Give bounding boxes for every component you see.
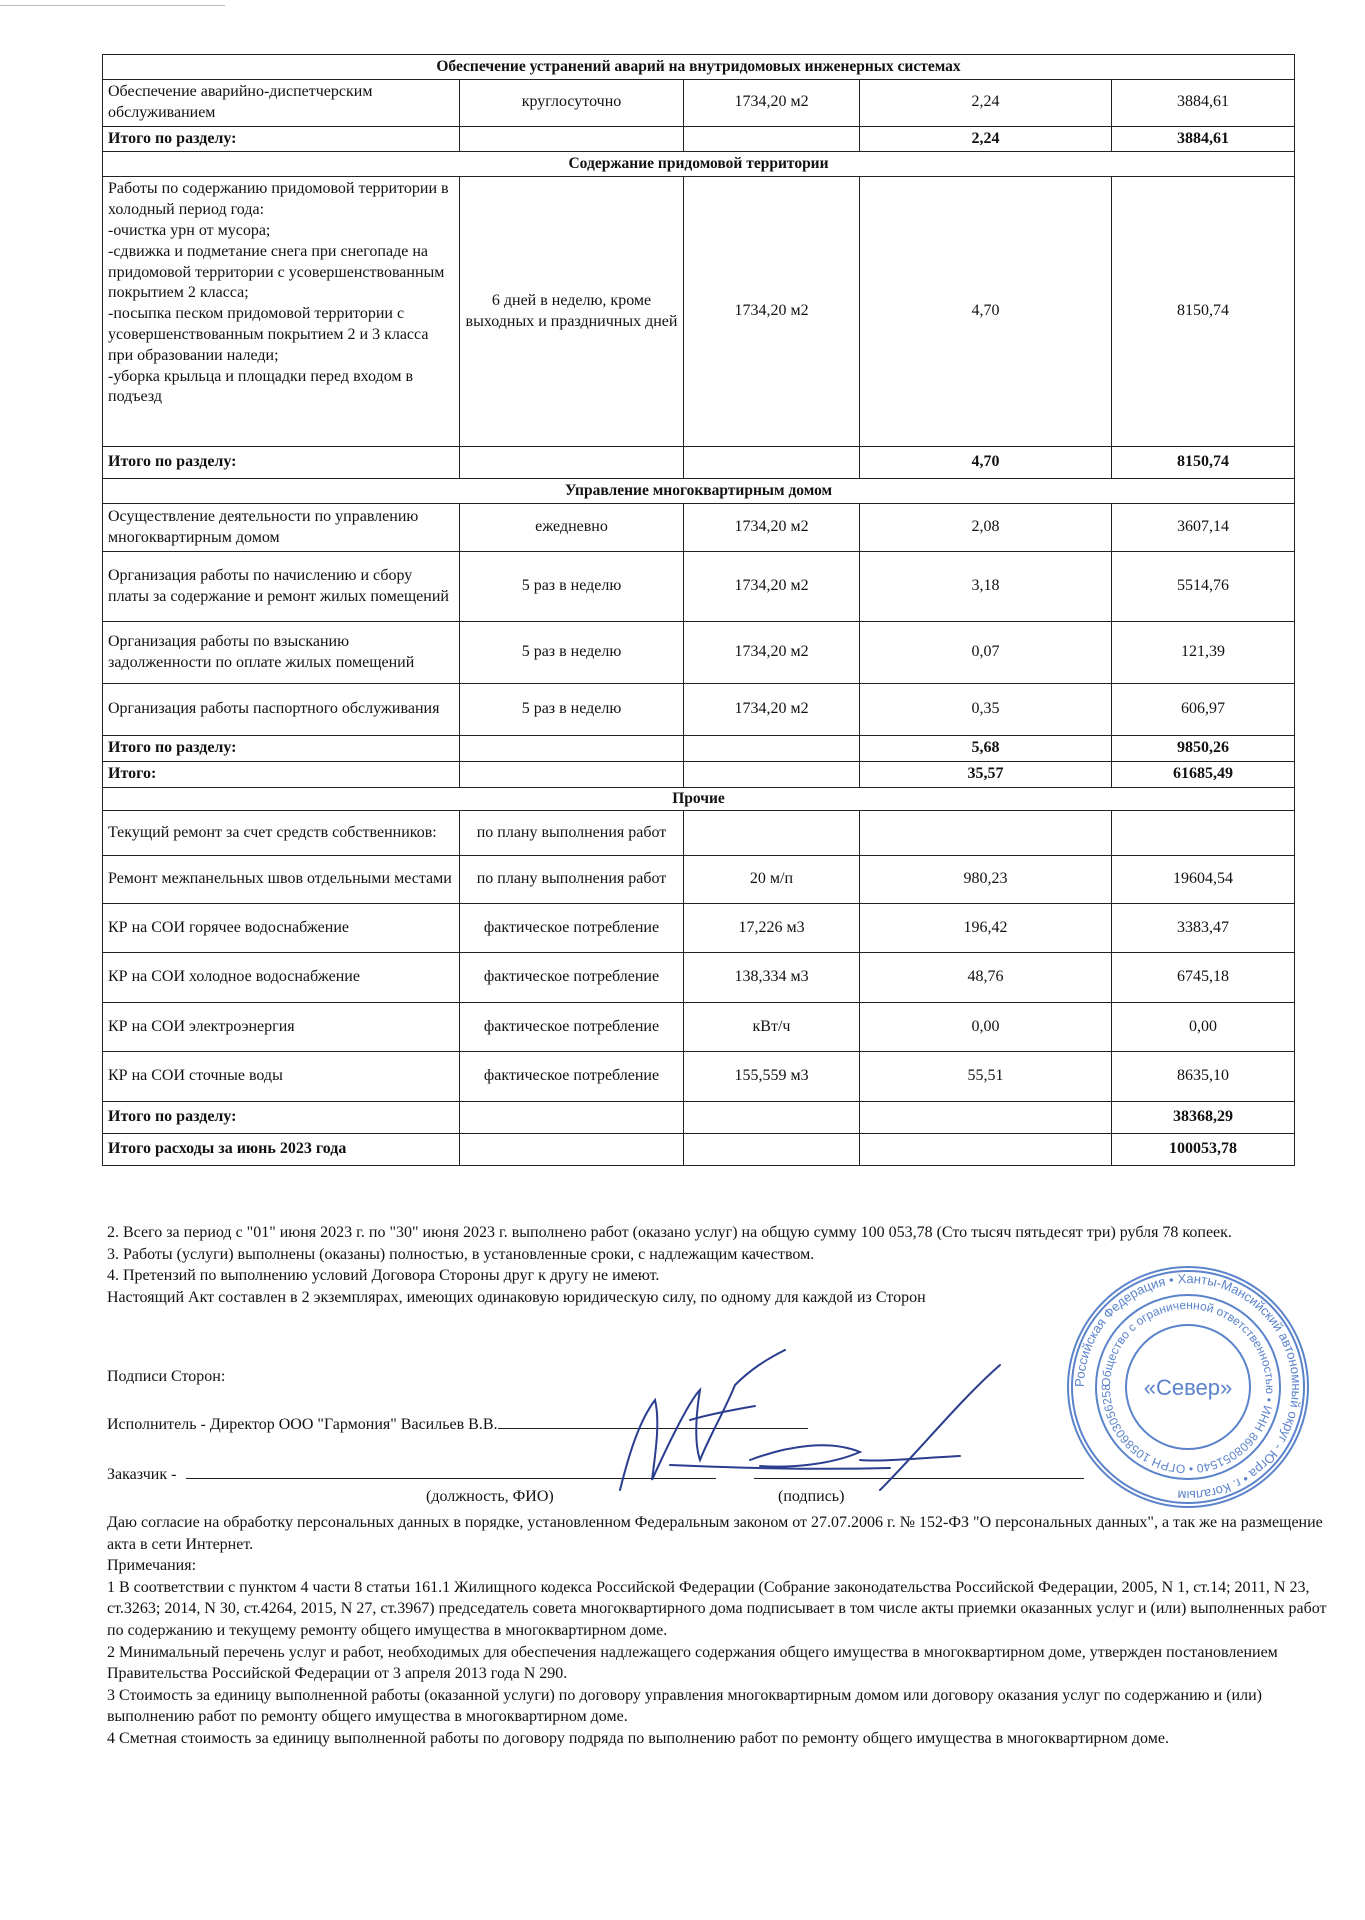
other-area: 17,226 м3 bbox=[684, 904, 860, 953]
service-name: Работы по содержанию придомовой территории в холодный период года: -очистка урн от мусора; -сдвижка и подметание снега при снегопаде на придомовой территории с усовершенствованным покрытием 2 класса; -посыпка песком придомовой территории с усовершенствованным покрытием 2 и 3 класса при образовании наледи; -уборка крыльца и площадки перед входом в подъезд bbox=[103, 177, 460, 447]
signatures-heading: Подписи Сторон: bbox=[107, 1368, 226, 1385]
top-edge-line bbox=[0, 5, 225, 6]
executor-label: Исполнитель - Директор ООО "Гармония" Васильев В.В. bbox=[107, 1416, 498, 1433]
other-name: КР на СОИ горячее водоснабжение bbox=[103, 904, 460, 953]
subtotal-rate: 4,70 bbox=[860, 447, 1112, 479]
grand-total-label: Итого: bbox=[103, 762, 460, 788]
service-area: 1734,20 м2 bbox=[684, 504, 860, 552]
other-name: КР на СОИ сточные воды bbox=[103, 1052, 460, 1102]
other-sum: 19604,54 bbox=[1112, 856, 1295, 904]
service-name: Обеспечение аварийно-диспетчерским обслуживанием bbox=[103, 80, 460, 127]
note-4: 4 Сметная стоимость за единицу выполненной работы по договору подряда по выполнению работ по ремонту общего имущества в многоквартирном доме. bbox=[107, 1729, 1169, 1747]
grand-total-sum: 61685,49 bbox=[1112, 762, 1295, 788]
subtotal-sum: 9850,26 bbox=[1112, 736, 1295, 762]
other-rate bbox=[860, 811, 1112, 856]
subtotal-label: Итого по разделу: bbox=[103, 126, 460, 152]
service-area: 1734,20 м2 bbox=[684, 622, 860, 684]
section-header: Прочие bbox=[103, 787, 1295, 810]
service-frequency: 6 дней в неделю, кроме выходных и праздничных дней bbox=[460, 177, 684, 447]
consent-text: Даю согласие на обработку персональных данных в порядке, установленном Федеральным законом от 27.07.2006 г. № 152-ФЗ "О персональных данных", а так же на размещение акта в сети Интернет. bbox=[107, 1514, 1323, 1553]
other-name: Ремонт межпанельных швов отдельными местами bbox=[103, 856, 460, 904]
subtotal-label: Итого по разделу: bbox=[103, 736, 460, 762]
other-sum: 6745,18 bbox=[1112, 953, 1295, 1003]
other-sum: 3383,47 bbox=[1112, 904, 1295, 953]
other-frequency: фактическое потребление bbox=[460, 904, 684, 953]
service-name: Организация работы по взысканию задолженности по оплате жилых помещений bbox=[103, 622, 460, 684]
other-name: КР на СОИ электроэнергия bbox=[103, 1003, 460, 1052]
final-total-sum: 100053,78 bbox=[1112, 1134, 1295, 1166]
section-header: Управление многоквартирным домом bbox=[103, 479, 1295, 504]
other-sum: 0,00 bbox=[1112, 1003, 1295, 1052]
other-subtotal-label: Итого по разделу: bbox=[103, 1102, 460, 1134]
service-area: 1734,20 м2 bbox=[684, 177, 860, 447]
service-rate: 0,07 bbox=[860, 622, 1112, 684]
service-sum: 121,39 bbox=[1112, 622, 1295, 684]
service-name: Осуществление деятельности по управлению многоквартирным домом bbox=[103, 504, 460, 552]
other-rate: 980,23 bbox=[860, 856, 1112, 904]
other-name: Текущий ремонт за счет средств собственников: bbox=[103, 811, 460, 856]
service-frequency: 5 раз в неделю bbox=[460, 684, 684, 736]
section-header: Обеспечение устранений аварий на внутридомовых инженерных системах bbox=[103, 55, 1295, 80]
quality-statement: 3. Работы (услуги) выполнены (оказаны) полностью, в установленные сроки, с надлежащим качеством. bbox=[107, 1245, 815, 1263]
subtotal-label: Итого по разделу: bbox=[103, 447, 460, 479]
service-name: Организация работы паспортного обслуживания bbox=[103, 684, 460, 736]
subtotal-rate: 5,68 bbox=[860, 736, 1112, 762]
section-header: Содержание придомовой территории bbox=[103, 152, 1295, 177]
subtotal-sum: 3884,61 bbox=[1112, 126, 1295, 152]
signature-caption: (подпись) bbox=[778, 1488, 845, 1505]
handwritten-signature bbox=[560, 1340, 1060, 1520]
company-seal-icon bbox=[1063, 1262, 1313, 1512]
other-area: 155,559 м3 bbox=[684, 1052, 860, 1102]
service-rate: 2,08 bbox=[860, 504, 1112, 552]
other-area: 138,334 м3 bbox=[684, 953, 860, 1003]
notes-block bbox=[107, 1512, 1327, 1750]
other-rate: 55,51 bbox=[860, 1052, 1112, 1102]
service-frequency: круглосуточно bbox=[460, 80, 684, 127]
other-subtotal-sum: 38368,29 bbox=[1112, 1102, 1295, 1134]
service-frequency: 5 раз в неделю bbox=[460, 622, 684, 684]
subtotal-rate: 2,24 bbox=[860, 126, 1112, 152]
service-sum: 606,97 bbox=[1112, 684, 1295, 736]
other-frequency: фактическое потребление bbox=[460, 1052, 684, 1102]
svg-text:Российская Федерация • Ханты-М: Российская Федерация • Ханты-Мансийский автономный округ - Югра • г. Когалым bbox=[1071, 1270, 1305, 1504]
subtotal-sum: 8150,74 bbox=[1112, 447, 1295, 479]
other-area: кВт/ч bbox=[684, 1003, 860, 1052]
service-sum: 8150,74 bbox=[1112, 177, 1295, 447]
other-name: КР на СОИ холодное водоснабжение bbox=[103, 953, 460, 1003]
service-name: Организация работы по начислению и сбору платы за содержание и ремонт жилых помещений bbox=[103, 552, 460, 622]
other-sum bbox=[1112, 811, 1295, 856]
other-frequency: по плану выполнения работ bbox=[460, 811, 684, 856]
copies-statement: Настоящий Акт составлен в 2 экземплярах, имеющих одинаковую юридическую силу, по одному для каждой из Сторон bbox=[107, 1288, 926, 1306]
services-table bbox=[102, 54, 1295, 1166]
other-frequency: по плану выполнения работ bbox=[460, 856, 684, 904]
service-rate: 4,70 bbox=[860, 177, 1112, 447]
service-rate: 3,18 bbox=[860, 552, 1112, 622]
svg-text:Общество с ограниченной ответс: Общество с ограниченной ответственностью • ИНН 8608051540 • ОГРН 1058603056258 bbox=[1098, 1297, 1278, 1477]
other-rate: 48,76 bbox=[860, 953, 1112, 1003]
other-frequency: фактическое потребление bbox=[460, 1003, 684, 1052]
customer-label: Заказчик - bbox=[107, 1466, 177, 1483]
other-rate: 196,42 bbox=[860, 904, 1112, 953]
note-1: 1 В соответствии с пунктом 4 части 8 статьи 161.1 Жилищного кодекса Российской Федерации (Собрание законодательства Российской Федерации, 2005, N 1, ст.14; 2011, N 23, ст.3263; 2014, N 30, ст.4264, 2015, N 27, ст.3967) председатель совета многоквартирного дома подписывает в том числе акты приемки оказанных услуг и (или) выполненных работ по содержанию и текущему ремонту общего имущества в многоквартирном доме. bbox=[107, 1578, 1327, 1639]
no-claims-statement: 4. Претензий по выполнению условий Договора Стороны друг к другу не имеют. bbox=[107, 1267, 660, 1285]
service-rate: 2,24 bbox=[860, 80, 1112, 127]
service-sum: 5514,76 bbox=[1112, 552, 1295, 622]
svg-text:«Север»: «Север» bbox=[1143, 1375, 1233, 1400]
note-2: 2 Минимальный перечень услуг и работ, необходимых для обеспечения надлежащего содержания общего имущества в многоквартирном доме, утвержден постановлением Правительства Российской Федерации от 3 апреля 2013 года N 290. bbox=[107, 1643, 1278, 1683]
grand-total-rate: 35,57 bbox=[860, 762, 1112, 788]
service-rate: 0,35 bbox=[860, 684, 1112, 736]
service-frequency: 5 раз в неделю bbox=[460, 552, 684, 622]
final-total-label: Итого расходы за июнь 2023 года bbox=[103, 1134, 460, 1166]
service-area: 1734,20 м2 bbox=[684, 552, 860, 622]
total-statement: 2. Всего за период с "01" июня 2023 г. по "30" июня 2023 г. выполнено работ (оказано услуг) на общую сумму 100 053,78 (Сто тысяч пятьдесят три) рубля 78 копеек. bbox=[107, 1224, 1232, 1241]
note-3: 3 Стоимость за единицу выполненной работы (оказанной услуги) по договору управления многоквартирным домом или договору оказания услуг по содержанию и (или) выполнению работ по ремонту общего имущества в многоквартирном доме. bbox=[107, 1686, 1262, 1726]
service-area: 1734,20 м2 bbox=[684, 684, 860, 736]
service-area: 1734,20 м2 bbox=[684, 80, 860, 127]
notes-title: Примечания: bbox=[107, 1557, 197, 1575]
other-area: 20 м/п bbox=[684, 856, 860, 904]
other-rate: 0,00 bbox=[860, 1003, 1112, 1052]
service-sum: 3884,61 bbox=[1112, 80, 1295, 127]
fio-caption: (должность, ФИО) bbox=[426, 1488, 554, 1505]
service-frequency: ежедневно bbox=[460, 504, 684, 552]
other-area bbox=[684, 811, 860, 856]
other-sum: 8635,10 bbox=[1112, 1052, 1295, 1102]
service-sum: 3607,14 bbox=[1112, 504, 1295, 552]
other-frequency: фактическое потребление bbox=[460, 953, 684, 1003]
